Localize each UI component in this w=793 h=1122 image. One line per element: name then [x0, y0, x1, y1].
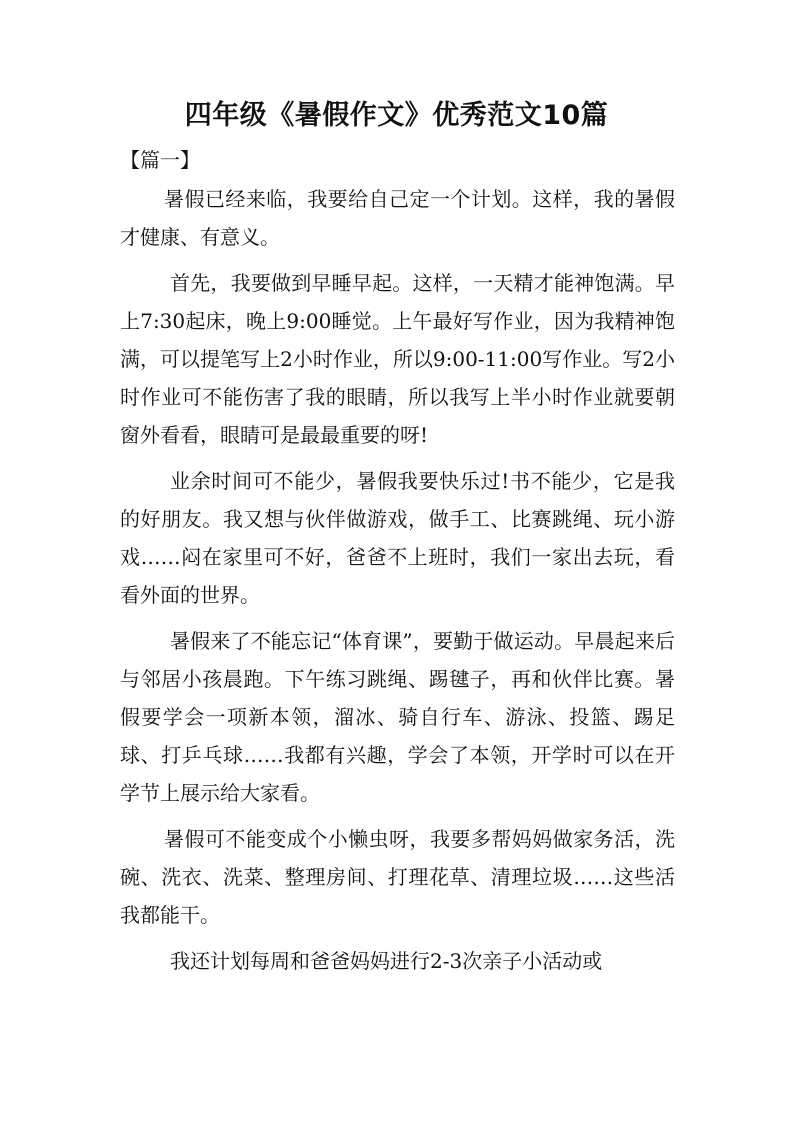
paragraph: 暑假可不能变成个小懒虫呀，我要多帮妈妈做家务活，洗碗、洗衣、洗菜、整理房间、打理花草、清理垃圾……这些活我都能干。 — [120, 827, 675, 927]
section-label: 【篇一】 — [120, 148, 200, 172]
paragraph: 暑假来了不能忘记“体育课”，要勤于做运动。早晨起来后与邻居小孩晨跑。下午练习跳绳、踢毽子，再和伙伴比赛。暑假要学会一项新本领，溜冰、骑自行车、游泳、投篮、踢足球、打乒乓球……我都有兴趣，学会了本领，开学时可以在开学节上展示给大家看。 — [120, 629, 675, 805]
paragraph: 我还计划每周和爸爸妈妈进行2-3次亲子小活动或 — [170, 949, 603, 973]
paragraph: 业余时间可不能少，暑假我要快乐过!书不能少，它是我的好朋友。我又想与伙伴做游戏，做手工、比赛跳绳、玩小游戏……闷在家里可不好，爸爸不上班时，我们一家出去玩，看看外面的世界。 — [120, 469, 675, 607]
paragraph: 暑假已经来临，我要给自己定一个计划。这样，我的暑假才健康、有意义。 — [120, 187, 675, 249]
paragraph: 首先，我要做到早睡早起。这样，一天精才能神饱满。早上7:30起床，晚上9:00睡觉。上午最好写作业，因为我精神饱满，可以提笔写上2小时作业，所以9:00-11:00写作业。写2小时作业可不能伤害了我的眼睛，所以我写上半小时作业就要朝窗外看看，眼睛可是最最重要的呀! — [120, 271, 675, 447]
document-title: 四年级《暑假作文》优秀范文10篇 — [184, 100, 609, 131]
article-body — [120, 180, 675, 988]
